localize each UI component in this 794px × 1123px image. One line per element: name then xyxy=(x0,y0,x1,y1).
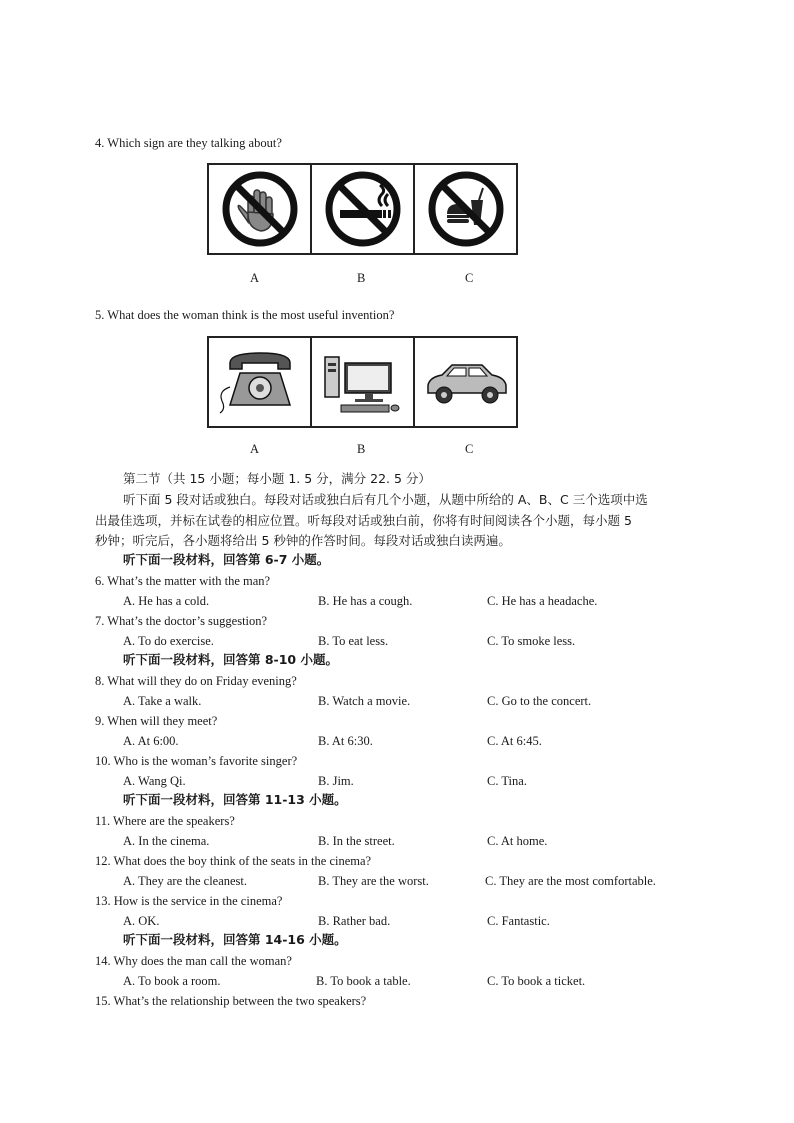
question-9: 9. When will they meet? xyxy=(95,714,218,728)
q5-image-strip xyxy=(207,336,518,428)
q6-option-c: C. He has a headache. xyxy=(487,594,598,608)
question-11: 11. Where are the speakers? xyxy=(95,814,235,828)
q9-option-a: A. At 6:00. xyxy=(123,734,179,748)
q4-label-c: C xyxy=(465,271,474,285)
q4-label-b: B xyxy=(357,271,366,285)
question-5: 5. What does the woman think is the most useful invention? xyxy=(95,308,395,322)
question-6: 6. What’s the matter with the man? xyxy=(95,574,271,588)
no-smoking-sign-icon xyxy=(312,165,415,253)
q7-option-a: A. To do exercise. xyxy=(123,634,214,648)
q4-image-strip xyxy=(207,163,518,255)
computer-icon xyxy=(312,338,415,426)
q12-option-b: B. They are the worst. xyxy=(318,874,429,888)
q5-label-b: B xyxy=(357,442,366,456)
q14-option-a: A. To book a room. xyxy=(123,974,221,988)
q14-option-b: B. To book a table. xyxy=(316,974,411,988)
q13-option-c: C. Fantastic. xyxy=(487,914,550,928)
question-4: 4. Which sign are they talking about? xyxy=(95,136,282,150)
q5-label-c: C xyxy=(465,442,474,456)
question-15: 15. What’s the relationship between the two speakers? xyxy=(95,994,367,1008)
q10-option-a: A. Wang Qi. xyxy=(123,774,186,788)
material-heading-11-13: 听下面一段材料，回答第 11-13 小题。 xyxy=(123,792,347,807)
material-heading-14-16: 听下面一段材料，回答第 14-16 小题。 xyxy=(123,932,347,947)
question-13: 13. How is the service in the cinema? xyxy=(95,894,283,908)
q6-option-a: A. He has a cold. xyxy=(123,594,210,608)
q10-option-b: B. Jim. xyxy=(318,774,354,788)
q13-option-a: A. OK. xyxy=(123,914,160,928)
q11-option-c: C. At home. xyxy=(487,834,548,848)
no-touching-sign-icon xyxy=(209,165,312,253)
material-heading-8-10: 听下面一段材料，回答第 8-10 小题。 xyxy=(123,652,338,667)
no-food-drink-sign-icon xyxy=(415,165,516,253)
q7-option-c: C. To smoke less. xyxy=(487,634,576,648)
q9-option-c: C. At 6:45. xyxy=(487,734,542,748)
section-instructions-line-1: 听下面 5 段对话或独白。每段对话或独白后有几个小题，从题中所给的 A、B、C 三个选项中选 xyxy=(123,492,648,507)
section-title: 第二节（共 15 小题；每小题 1. 5 分，满分 22. 5 分） xyxy=(123,471,431,486)
q14-option-c: C. To book a ticket. xyxy=(487,974,586,988)
q6-option-b: B. He has a cough. xyxy=(318,594,413,608)
section-instructions-line-3: 秒钟；听完后，各小题将给出 5 秒钟的作答时间。每段对话或独白读两遍。 xyxy=(95,533,511,548)
material-heading-6-7: 听下面一段材料，回答第 6-7 小题。 xyxy=(123,552,330,567)
telephone-icon xyxy=(209,338,312,426)
q10-option-c: C. Tina. xyxy=(487,774,527,788)
q9-option-b: B. At 6:30. xyxy=(318,734,373,748)
q11-option-b: B. In the street. xyxy=(318,834,395,848)
question-8: 8. What will they do on Friday evening? xyxy=(95,674,297,688)
q8-option-a: A. Take a walk. xyxy=(123,694,202,708)
q5-label-a: A xyxy=(250,442,260,456)
section-instructions-line-2: 出最佳选项，并标在试卷的相应位置。听每段对话或独白前，你将有时间阅读各个小题，每小题 5 xyxy=(95,513,632,528)
question-12: 12. What does the boy think of the seats in the cinema? xyxy=(95,854,372,868)
question-7: 7. What’s the doctor’s suggestion? xyxy=(95,614,268,628)
q4-label-a: A xyxy=(250,271,260,285)
q8-option-c: C. Go to the concert. xyxy=(487,694,592,708)
q8-option-b: B. Watch a movie. xyxy=(318,694,411,708)
q12-option-c: C. They are the most comfortable. xyxy=(485,874,656,888)
q12-option-a: A. They are the cleanest. xyxy=(123,874,248,888)
question-10: 10. Who is the woman’s favorite singer? xyxy=(95,754,298,768)
q13-option-b: B. Rather bad. xyxy=(318,914,391,928)
car-icon xyxy=(415,338,516,426)
q11-option-a: A. In the cinema. xyxy=(123,834,210,848)
question-14: 14. Why does the man call the woman? xyxy=(95,954,292,968)
q7-option-b: B. To eat less. xyxy=(318,634,389,648)
